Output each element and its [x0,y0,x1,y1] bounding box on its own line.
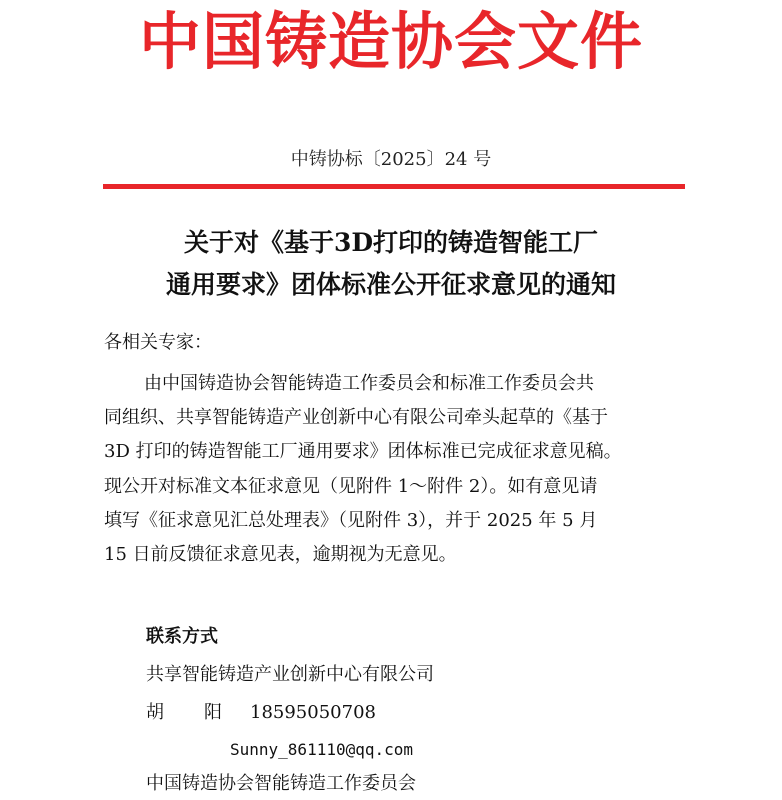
contact-person-given-name: 阳 [204,702,222,723]
red-divider-line [103,184,685,189]
document-number: 中铸协标〔2025〕24 号 [290,149,492,170]
body-line: 由中国铸造协会智能铸造工作委员会和标准工作委员会共 [144,373,594,394]
contact-person-surname: 胡 [146,702,164,723]
contact-person-row [146,700,376,726]
body-paragraph [104,367,688,572]
notice-title-line-2: 通用要求》团体标准公开征求意见的通知 [165,270,616,299]
salutation: 各相关专家： [104,332,212,353]
contact-organization-2: 中国铸造协会智能铸造工作委员会 [146,773,416,794]
body-line: 3D 打印的铸造智能工厂通用要求》团体标准已完成征求意见稿。 [104,441,622,463]
body-line: 现公开对标准文本征求意见（见附件 1～附件 2）。如有意见请 [104,475,598,497]
contact-email: Sunny_861110@qq.com [230,740,414,759]
contact-organization-1: 共享智能铸造产业创新中心有限公司 [146,664,434,685]
body-line: 同组织、共享智能铸造产业创新中心有限公司牵头起草的《基于 [104,407,608,429]
masthead-title: 中国铸造协会文件 [138,5,643,78]
contact-phone: 18595050708 [250,702,376,723]
notice-title-line-1: 关于对《基于3D打印的铸造智能工厂 [183,228,599,257]
body-line: 15 日前反馈征求意见表，逾期视为无意见。 [104,544,457,566]
notice-title [0,222,782,306]
body-line: 填写《征求意见汇总处理表》（见附件 3），并于 2025 年 5 月 [104,509,598,531]
contact-heading: 联系方式 [146,626,218,647]
